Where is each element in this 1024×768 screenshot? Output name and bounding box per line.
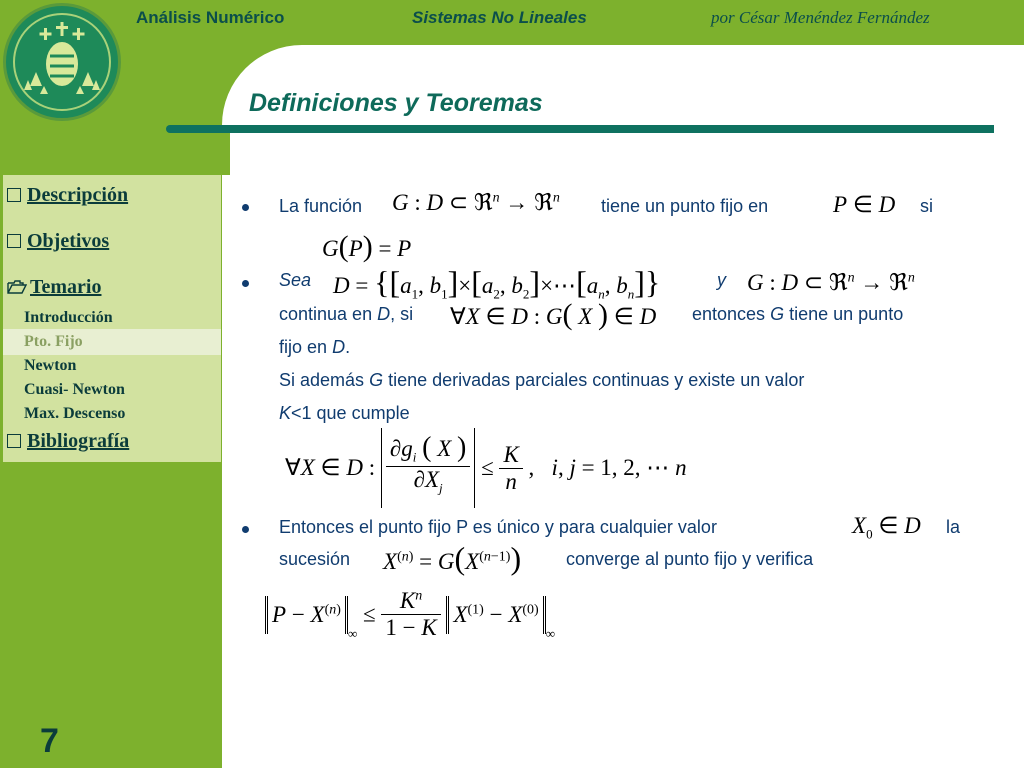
b3-b-text: tiene derivadas parciales continuas y existe un valor (388, 370, 805, 390)
b2-y: y (717, 270, 726, 290)
formula-function-def-2: G : D ⊂ ℜ$^n$ → ℜ$^n$ (747, 270, 915, 295)
formula-x0-in-d: $X_0$ ∈ D (852, 513, 921, 542)
b3-g-text: G (369, 370, 384, 390)
nav-label: Bibliografía (27, 430, 130, 452)
b1-text-post: si (920, 196, 933, 216)
page-title: Definiciones y Teoremas (249, 89, 543, 117)
nav-link-temario[interactable] (7, 276, 101, 299)
nav-label: Temario (30, 276, 102, 298)
nav-link-objetivos[interactable] (7, 230, 109, 253)
checkbox-icon (7, 234, 21, 248)
b2-continua (279, 304, 413, 325)
b4-sucesion: sucesión (279, 549, 351, 569)
university-seal-logo (3, 3, 121, 121)
b2-g-text: G (770, 304, 785, 324)
b3-a-text: Si además (279, 370, 365, 390)
nav-sub-newton[interactable]: Newton (24, 357, 77, 374)
b2-tiene-text: tiene un punto (789, 304, 904, 324)
b3-line2 (279, 403, 410, 424)
b3-k-text: K (279, 403, 292, 423)
b2-d2-text: D (332, 337, 346, 357)
b2-cont-text: continua en (279, 304, 373, 324)
b4-converge: converge al punto fijo y verifica (566, 549, 814, 569)
formula-fixed-point: G(P) = P (322, 230, 412, 263)
b1-text-mid: tiene un punto fijo en (601, 196, 769, 216)
checkbox-icon (7, 434, 21, 448)
b2-d-text: D (377, 304, 391, 324)
formula-iteration: $X^{(n)} = G(X^{(n-1)})$ (383, 540, 522, 576)
nav-label: Objetivos (27, 230, 110, 252)
b4-la: la (946, 517, 961, 537)
b2-entonces (692, 304, 903, 325)
b3-line1 (279, 370, 804, 391)
nav-sub-cuasi-newton[interactable]: Cuasi- Newton (24, 381, 125, 398)
nav-link-bibliografia[interactable] (7, 430, 129, 453)
nav-link-descripcion[interactable] (7, 184, 128, 207)
title-rule (166, 125, 994, 133)
nav-sub-introduccion[interactable]: Introducción (24, 309, 113, 326)
formula-p-in-d: P ∈ D (833, 192, 896, 217)
formula-error-bound: $P - X^{(n)}_\infty$ ≤ $\frac{K^n}{1 - K}$ $X^{(1)} - X^{(0)}_\infty$ (265, 588, 555, 642)
formula-forall-g: ∀X ∈ D : G( X ) ∈ D (450, 298, 657, 331)
b1-text-pre: La función (279, 196, 363, 216)
b2-si-text: , si (390, 304, 414, 324)
author-line: por César Menéndez Fernández (711, 8, 930, 27)
nav-sub-pto-fijo[interactable]: Pto. Fijo (3, 329, 221, 355)
b4-line1: Entonces el punto fijo P es único y para cualquier valor (279, 517, 717, 537)
nav-label: Descripción (27, 184, 129, 206)
bullet-dot (242, 280, 249, 287)
formula-domain-def: $D = \{[a_1$, $b_1]\times[a_2$, $b_2]\times\cdots[a_n$, $b_n$]} (333, 264, 661, 302)
rule-joint (160, 130, 230, 175)
topic-title: Sistemas No Lineales (412, 8, 587, 27)
b2-fijo-text: fijo en (279, 337, 328, 357)
nav-sub-max-descenso[interactable]: Max. Descenso (24, 405, 126, 422)
b3-line2-text: <1 que cumple (291, 403, 410, 423)
bullet-dot (242, 526, 249, 533)
bullet-dot (242, 204, 249, 211)
b2-dot-text: . (345, 337, 351, 357)
formula-function-def: G : D ⊂ ℜ$^n$ → ℜ$^n$ (392, 190, 560, 215)
folder-icon (7, 280, 27, 294)
checkbox-icon (7, 188, 21, 202)
course-title: Análisis Numérico (136, 8, 285, 27)
b2-sea: Sea (279, 270, 312, 290)
slide-number: 7 (40, 722, 59, 760)
formula-contraction: ∀X ∈ D : $\frac{\partial g_i ( X )}{\partial X_j}$ ≤ $\frac{K}{n}$ , i, j = 1, 2, ⋯ n (285, 428, 687, 508)
b2-fijo (279, 337, 350, 358)
b2-entonces-text: entonces (692, 304, 766, 324)
